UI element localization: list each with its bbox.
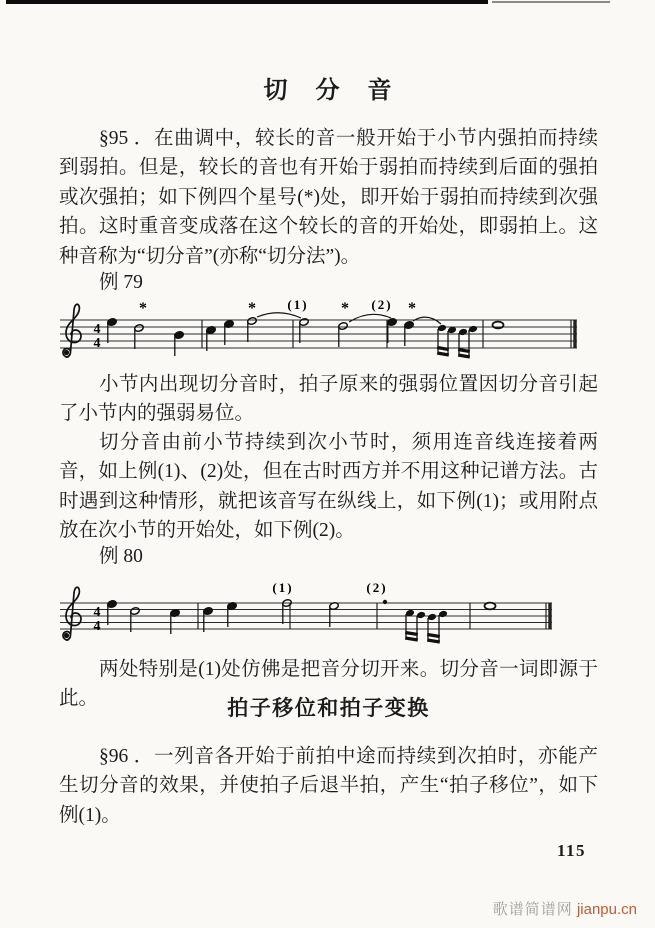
tie-slur [349,314,391,322]
syncopation-asterisk: * [408,300,416,317]
scan-artifact-bar-light [492,1,610,3]
score-example-80 [55,577,600,649]
section-title-meter-shift: 拍子移位和拍子变换 [227,696,430,720]
section-title-syncopation: 切 分 音 [263,78,394,104]
syncopation-asterisk: * [139,300,147,317]
beam [437,348,449,350]
beam [437,353,449,355]
treble-clef-icon [63,304,81,357]
score-annotation: (2) [371,297,393,312]
whole-note [485,603,496,610]
paragraph-origin: 两处特别是(1)处仿佛是把音分切开来。切分音一词即源于此。 [59,659,598,710]
score-annotation: (2) [366,580,388,595]
tie-slur [413,317,441,324]
augmentation-dot [383,600,387,604]
scan-artifact-bar [6,0,488,4]
time-signature-top: 4 [93,605,101,620]
beam [405,638,418,640]
treble-clef-icon [64,633,69,638]
paragraph-96: §96 ．一列音各开始于前拍中途而持续到次拍时，亦能产生切分音的效果，并使拍子后退半拍，产生“拍子移位”，如下例(1)。 [59,746,598,826]
beam [458,350,470,352]
paragraph-strong-weak: 小节内出现切分音时，拍子原来的强弱位置因切分音引起了小节内的强弱易位。 [59,374,598,425]
watermark-site-name: 歌谱简谱网 [492,901,573,918]
page-number: 115 [557,841,587,860]
watermark [493,898,637,919]
beam [427,635,440,637]
time-signature-top: 4 [93,322,101,337]
time-signature-bottom: 4 [93,336,101,351]
paragraph-95: §95 ．在曲调中，较长的音一般开始于小节内强拍而持续到弱拍。但是，较长的音也有开始于弱拍而持续到后面的强拍或次强拍；如下例四个星号(*)处，即开始于弱拍而持续到次强拍。这时重音变成落在这个较长的音的开始处，即弱拍上。这种音称为“切分音”(亦称“切分法”)。 [59,128,598,267]
example-79-label: 例 79 [98,272,143,293]
score-annotation: (1) [272,580,294,595]
beam [405,633,418,635]
score-annotation: (1) [287,297,309,312]
example-80-label: 例 80 [98,546,143,567]
tie-slur [257,313,301,318]
treble-clef-icon [63,587,81,640]
syncopation-asterisk: * [341,300,349,317]
score-example-79 [55,295,600,367]
beam [427,640,440,642]
time-signature-bottom: 4 [93,619,101,634]
beam [458,355,470,357]
syncopation-asterisk: * [248,300,256,317]
watermark-site-url: jianpu.cn [576,901,637,918]
treble-clef-icon [64,350,69,355]
paragraph-tie-notation: 切分音由前小节持续到次小节时，须用连音线连接着两音，如上例(1)、(2)处，但在古时西方并不用这种记谱方法。古时遇到这种情形，就把该音写在纵线上，如下例(1)；或用附点放在次小节的开始处，如下例(2)。 [59,432,598,542]
